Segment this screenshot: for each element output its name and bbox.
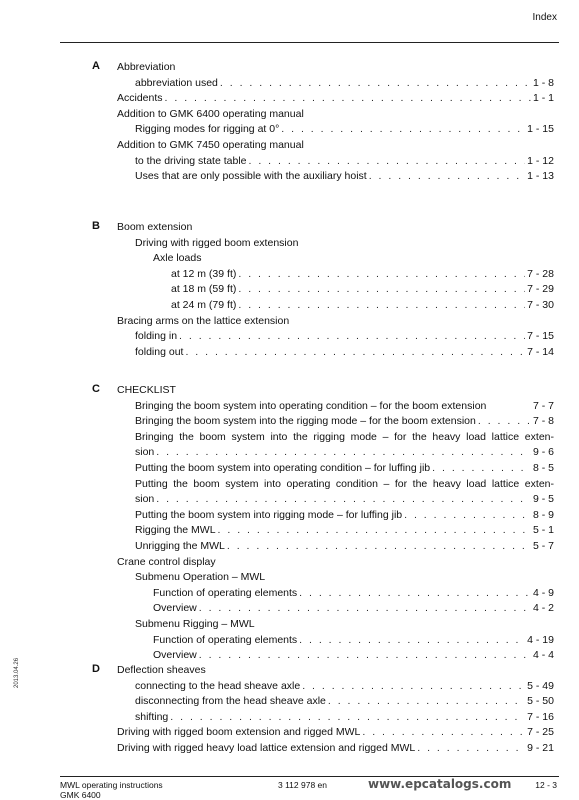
index-entry-text: Driving with rigged boom extension [135,236,299,249]
index-entry-text: Driving with rigged boom extension and rigged MWL [117,726,361,739]
index-entry [117,741,554,757]
header-rule [60,42,559,43]
index-entry-text: to the driving state table [135,154,247,167]
index-entry-page: 7 - 28 [527,267,554,280]
index-entry [117,414,554,430]
index-entry-page: 1 - 13 [527,170,554,183]
index-entry-text: Overview [153,649,197,662]
index-entry-text: Submenu Operation – MWL [135,571,266,584]
section-letter: C [92,383,100,395]
index-entry-text: Rigging the MWL [135,524,216,537]
index-entry [117,220,554,236]
index-entry [117,329,554,345]
index-entry-page: 7 - 29 [527,283,554,296]
index-entries [117,383,554,664]
index-entry-page: 1 - 8 [532,76,554,89]
index-entry-text: Bringing the boom system into the rigging mode – for the boom extension [135,415,476,428]
index-entry-text: Bracing arms on the lattice extension [117,314,290,327]
index-entry-text: at 18 m (59 ft) [171,283,237,296]
leader-dots [185,345,525,361]
index-entry-text: Submenu Rigging – MWL [135,617,255,630]
leader-dots [299,633,525,649]
index-entry-text: Abbreviation [117,61,176,73]
index-entry [117,107,554,123]
index-entry [117,617,554,633]
leader-dots [404,508,531,524]
leader-dots [362,725,525,741]
section-letter: A [92,60,100,72]
index-entry-text: at 24 m (79 ft) [171,298,237,311]
leader-dots [199,601,531,617]
index-entry [117,539,554,555]
index-entry [117,430,554,446]
leader-dots [165,91,531,107]
index-entry-page: 8 - 5 [532,461,554,474]
index-entry-text: disconnecting from the head sheave axle [135,695,326,708]
index-entry-text: Putting the boom system into operating condition – for the heavy load lattice exten- [135,477,554,490]
index-entry-text: Driving with rigged heavy load lattice extension and rigged MWL [117,741,416,754]
index-entry-page: 4 - 19 [527,633,554,646]
index-entry-text: Accidents [117,92,163,105]
leader-dots [432,461,531,477]
leader-dots [328,694,525,710]
index-entry [117,91,554,107]
leader-dots [156,492,531,508]
index-entry-text: Function of operating elements [153,633,298,646]
footer-page-number: 12 - 3 [535,780,557,790]
index-entry-text: connecting to the head sheave axle [135,679,301,692]
leader-dots [238,282,525,298]
index-entry-page: 5 - 7 [532,539,554,552]
index-entry-text: Axle loads [153,252,202,265]
index-entry-text: Overview [153,602,197,615]
leader-dots [417,741,525,757]
index-entry [117,601,554,617]
index-entry-text: CHECKLIST [117,384,176,396]
index-entry-page: 5 - 49 [527,679,554,692]
index-entry-page: 4 - 2 [532,602,554,615]
index-entry-text: shifting [135,710,169,723]
index-entry-page: 9 - 5 [532,493,554,506]
index-entry [117,383,554,399]
index-entry-text: Addition to GMK 6400 operating manual [117,107,304,120]
index-entry-text: Rigging modes for rigging at 0° [135,123,280,136]
index-entry-page: 1 - 15 [527,123,554,136]
leader-dots [249,154,526,170]
index-entry-text: Function of operating elements [153,586,298,599]
index-entry [117,492,554,508]
index-entry-text: Uses that are only possible with the auxiliary hoist [135,170,367,183]
index-entry [117,236,554,252]
index-entry [117,399,554,415]
index-entry-page: 9 - 21 [527,741,554,754]
index-entry-text: Crane control display [117,555,216,568]
index-entry [117,60,554,76]
index-entry-page: 7 - 8 [532,415,554,428]
index-entry-text: Putting the boom system into operating condition – for luffing jib [135,461,431,474]
index-entry [117,523,554,539]
index-entry [117,122,554,138]
index-entry-text: at 12 m (39 ft) [171,267,237,280]
index-entries [117,220,554,360]
index-entry [117,477,554,493]
index-entry [117,710,554,726]
index-entry-page: 5 - 50 [527,695,554,708]
index-entry-text: sion [135,446,155,459]
index-entry-text: Unrigging the MWL [135,539,225,552]
index-entry [117,555,554,571]
index-entry-page: 9 - 6 [532,446,554,459]
header-title: Index [532,12,557,23]
index-entry-page: 7 - 25 [527,726,554,739]
index-entry-text: Bringing the boom system into the rigging mode – for the heavy load lattice exten- [135,430,554,443]
index-entry [117,679,554,695]
index-entry-page: 1 - 12 [527,154,554,167]
index-entry-page: 8 - 9 [532,508,554,521]
index-entry-text: Bringing the boom system into operating condition – for the boom extension [135,399,487,412]
index-entry-page: 7 - 30 [527,298,554,311]
leader-dots [227,539,531,555]
index-entry [117,345,554,361]
leader-dots [281,122,525,138]
leader-dots [478,414,531,430]
index-entry-text: abbreviation used [135,76,218,89]
footer-manual-line2: GMK 6400 [60,790,101,800]
index-entry [117,251,554,267]
index-entry-text: Putting the boom system into rigging mode – for luffing jib [135,508,403,521]
index-entry [117,508,554,524]
leader-dots [299,586,531,602]
index-entry [117,138,554,154]
index-entry [117,586,554,602]
side-date: 2013.04.26 [14,657,20,688]
index-entry-page: 7 - 16 [527,710,554,723]
leader-dots [238,267,525,283]
leader-dots [218,523,531,539]
index-entries [117,60,554,185]
footer-manual-line1: MWL operating instructions [60,780,163,790]
index-entry [117,267,554,283]
index-entry-text: Boom extension [117,221,193,233]
index-entry [117,298,554,314]
index-entry-page: 4 - 4 [532,649,554,662]
index-entry [117,648,554,664]
leader-dots [369,169,525,185]
index-entries [117,663,554,757]
index-entry [117,154,554,170]
index-entry-page: 5 - 1 [532,524,554,537]
index-entry [117,633,554,649]
index-entry-page: 4 - 9 [532,586,554,599]
leader-dots [156,445,531,461]
leader-dots [238,298,525,314]
index-entry [117,445,554,461]
index-entry [117,76,554,92]
index-entry-text: Addition to GMK 7450 operating manual [117,138,304,151]
index-entry [117,570,554,586]
section-letter: B [92,220,100,232]
index-entry [117,694,554,710]
leader-dots [199,648,531,664]
footer-doc-number: 3 112 978 en [278,780,327,790]
index-entry [117,282,554,298]
footer-watermark: www.epcatalogs.com [368,777,512,791]
index-entry [117,169,554,185]
index-entry-page: 7 - 14 [527,345,554,358]
index-entry-page: 1 - 1 [532,92,554,105]
leader-dots [170,710,525,726]
index-entry [117,725,554,741]
section-letter: D [92,663,100,675]
index-entry-page: 7 - 7 [532,399,554,412]
index-entry-text: folding in [135,330,178,343]
index-entry-text: folding out [135,345,184,358]
index-entry [117,461,554,477]
index-entry [117,314,554,330]
index-entry-text: sion [135,493,155,506]
index-entry-page: 7 - 15 [527,330,554,343]
leader-dots [302,679,525,695]
footer-manual-title [60,780,163,800]
leader-dots [220,76,531,92]
leader-dots [179,329,525,345]
index-entry-text: Deflection sheaves [117,664,206,676]
index-entry [117,663,554,679]
